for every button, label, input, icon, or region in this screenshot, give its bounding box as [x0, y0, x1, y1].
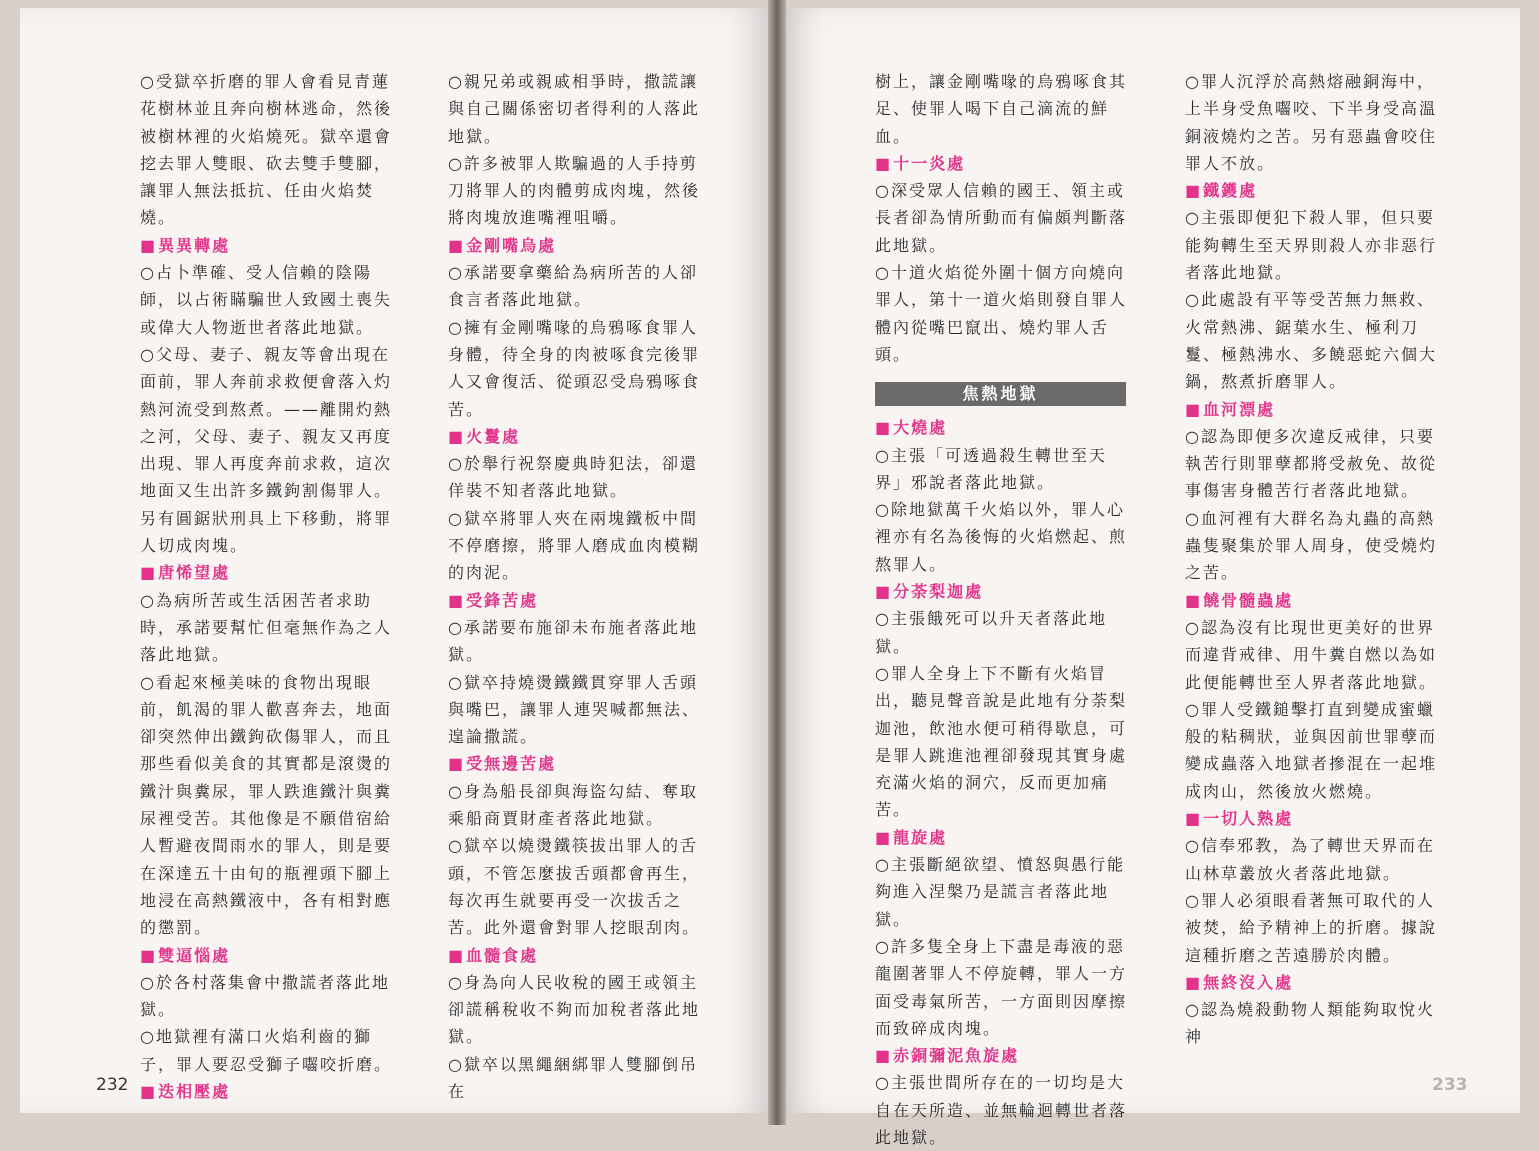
- hell-subsection-heading: ■ 異異轉處: [140, 232, 392, 259]
- body-paragraph: ○主張世間所存在的一切均是大自在天所造、並無輪迴轉世者落此地獄。: [875, 1073, 1128, 1147]
- body-paragraph: ○主張斷絕欲望、憤怒與愚行能夠進入涅槃乃是謊言者落此地獄。: [875, 855, 1125, 929]
- hell-subsection-heading: ■ 唐悕望處: [140, 559, 392, 586]
- body-paragraph: ○為病所苦或生活困苦者求助時，承諾要幫忙但毫無作為之人落此地獄。: [140, 590, 393, 665]
- hell-subsection-heading: ■ 分荼梨迦處: [875, 578, 1130, 605]
- body-paragraph: ○地獄裡有滿口火焰利齒的獅子，罪人要忍受獅子囓咬折磨。: [140, 1027, 393, 1074]
- body-paragraph: ○主張即便犯下殺人罪，但只要能夠轉生至天界則殺人亦非惡行者落此地獄。: [1185, 208, 1438, 283]
- body-paragraph: ○身為船長卻與海盜勾結、奪取乘船商賈財產者落此地獄。: [448, 781, 698, 829]
- column-3: [875, 68, 1130, 1151]
- body-paragraph: ○罪人全身上下不斷有火焰冒出，聽見聲音說是此地有分荼梨迦池，飲池水便可稍得歇息，可是罪人跳進池裡卻發現其實身處充滿火焰的洞穴，反而更加痛苦。: [875, 663, 1128, 820]
- body-paragraph: ○獄卒以黑繩綑綁罪人雙腳倒吊在: [448, 1054, 698, 1101]
- body-paragraph: ○擁有金剛嘴喙的烏鴉啄食罪人身體，待全身的肉被啄食完後罪人又會復活、從頭忍受烏鴉啄食苦。: [448, 317, 701, 419]
- body-paragraph: ○受獄卒折磨的罪人會看見青蓮花樹林並且奔向樹林逃命，然後被樹林裡的火焰燒死。獄卒還會挖去罪人雙眼、砍去雙手雙腳，讓罪人無法抵抗、任由火焰焚燒。: [140, 72, 393, 228]
- body-paragraph: ○十道火焰從外圍十個方向燒向罪人，第十一道火焰則發自罪人體內從嘴巴竄出、燒灼罪人舌頭。: [875, 263, 1128, 364]
- body-paragraph: ○主張「可透過殺生轉世至天界」邪說者落此地獄。: [875, 445, 1107, 492]
- hell-subsection-heading: ■ 火鬘處: [448, 423, 703, 450]
- body-paragraph: ○許多被罪人欺騙過的人手持剪刀將罪人的肉體剪成肉塊，然後將肉塊放進嘴裡咀嚼。: [448, 153, 701, 228]
- body-paragraph: ○深受眾人信賴的國王、領主或長者卻為情所動而有偏頗判斷落此地獄。: [875, 181, 1128, 255]
- hell-subsection-heading: ■ 饒骨髓蟲處: [1185, 587, 1440, 614]
- hell-subsection-heading: ■ 十一炎處: [875, 150, 1130, 177]
- hell-subsection-heading: ■ 雙逼惱處: [140, 942, 392, 969]
- hell-subsection-heading: ■ 血髓食處: [448, 942, 703, 969]
- body-paragraph: ○承諾要布施卻未布施者落此地獄。: [448, 617, 698, 665]
- body-paragraph: ○獄卒持燒燙鐵鐵貫穿罪人舌頭與嘴巴，讓罪人連哭喊都無法、遑論撒謊。: [448, 672, 701, 747]
- page-number-left: 232: [96, 1075, 129, 1095]
- body-paragraph: 樹上，讓金剛嘴喙的烏鴉啄食其足、使罪人喝下自己滴流的鮮血。: [875, 72, 1128, 146]
- body-paragraph: ○親兄弟或親戚相爭時，撒謊讓與自己關係密切者得利的人落此地獄。: [448, 72, 701, 146]
- body-paragraph: ○主張餓死可以升天者落此地獄。: [875, 609, 1107, 656]
- body-paragraph: ○此處設有平等受苦無力無救、火常熱沸、鋸葉水生、極利刀鬘、極熱沸水、多饒惡蛇六個大鍋，熬煮折磨罪人。: [1185, 290, 1438, 392]
- page-number-right: 233: [1432, 1075, 1468, 1095]
- hell-subsection-heading: ■ 鐵鑊處: [1185, 177, 1440, 204]
- body-paragraph: ○獄卒將罪人夾在兩塊鐵板中間不停磨擦，將罪人磨成血肉模糊的肉泥。: [448, 508, 701, 583]
- body-paragraph: ○看起來極美味的食物出現眼前，飢渴的罪人歡喜奔去，地面卻突然伸出鐵鉤砍傷罪人，而且那些看似美食的其實都是滾燙的鐵汁與糞尿，罪人跌進鐵汁與糞尿裡受苦。其他像是不願借宿給人暫避夜間雨水的罪人，則是要在深達五十由旬的瓶裡頭下腳上地浸在高熱鐵液中，各有相對應的懲罰。: [140, 672, 393, 938]
- body-paragraph: ○罪人沉浮於高熱熔融銅海中，上半身受魚囓咬、下半身受高溫銅液燒灼之苦。另有惡蟲會咬住罪人不放。: [1185, 72, 1438, 173]
- hell-subsection-heading: ■ 受無邊苦處: [448, 750, 703, 777]
- body-paragraph: ○身為向人民收稅的國王或領主卻謊稱稅收不夠而加稅者落此地獄。: [448, 972, 701, 1047]
- body-paragraph: ○於舉行祝祭慶典時犯法，卻還佯裝不知者落此地獄。: [448, 454, 698, 501]
- body-paragraph: ○除地獄萬千火焰以外，罪人心裡亦有名為後悔的火焰燃起、煎熬罪人。: [875, 500, 1128, 574]
- body-paragraph: ○於各村落集會中撒謊者落此地獄。: [140, 972, 390, 1020]
- body-paragraph: ○承諾要拿藥給為病所苦的人卻食言者落此地獄。: [448, 263, 698, 310]
- column-4: [1185, 68, 1440, 1051]
- body-paragraph: ○認為沒有比現世更美好的世界而違背戒律、用牛糞自燃以為如此便能轉世至人界者落此地獄。: [1185, 617, 1438, 692]
- body-paragraph: ○血河裡有大群名為丸蟲的高熱蟲隻聚集於罪人周身，使受燒灼之苦。: [1185, 508, 1438, 583]
- body-paragraph: ○許多隻全身上下盡是毒液的惡龍圍著罪人不停旋轉，罪人一方面受毒氣所苦，一方面則因摩擦而致碎成肉塊。: [875, 936, 1128, 1038]
- hell-subsection-heading: ■ 大燒處: [875, 414, 1130, 441]
- hell-subsection-heading: ■ 赤銅彌泥魚旋處: [875, 1042, 1130, 1069]
- hell-subsection-heading: ■ 一切人熟處: [1185, 805, 1440, 832]
- body-paragraph: ○占卜準確、受人信賴的陰陽師，以占術瞞騙世人致國土喪失或偉大人物逝世者落此地獄。: [140, 263, 393, 337]
- column-1: [140, 68, 392, 1105]
- body-paragraph: ○認為即便多次違反戒律，只要執苦行則罪孽都將受赦免、故從事傷害身體苦行者落此地獄。: [1185, 426, 1438, 501]
- hell-subsection-heading: ■ 金剛嘴烏處: [448, 232, 703, 259]
- hell-subsection-heading: ■ 無終沒入處: [1185, 969, 1440, 996]
- column-2: [448, 68, 703, 1105]
- book-gutter: [768, 0, 786, 1125]
- hell-subsection-heading: ■ 迭相壓處: [140, 1078, 392, 1105]
- body-paragraph: ○父母、妻子、親友等會出現在面前，罪人奔前求救便會落入灼熱河流受到熬煮。——離開灼熱之河，父母、妻子、親友又再度出現、罪人再度奔前求救，這次地面又生出許多鐵鉤割傷罪人。另有圓鋸狀刑具上下移動，將罪人切成肉塊。: [140, 344, 393, 556]
- body-paragraph: ○罪人受鐵鎚擊打直到變成蜜蠟般的粘稠狀，並與因前世罪孽而變成蟲落入地獄者摻混在一起堆成肉山，然後放火燃燒。: [1185, 699, 1438, 801]
- body-paragraph: ○獄卒以燒燙鐵筷拔出罪人的舌頭，不管怎麼拔舌頭都會再生，每次再生就要再受一次拔舌之苦。此外還會對罪人挖眼刮肉。: [448, 836, 701, 938]
- section-title: 焦熱地獄: [875, 382, 1126, 406]
- body-paragraph: ○認為燒殺動物人類能夠取悅火神: [1185, 1000, 1435, 1047]
- hell-subsection-heading: ■ 龍旋處: [875, 824, 1130, 851]
- hell-subsection-heading: ■ 血河漂處: [1185, 396, 1440, 423]
- body-paragraph: ○罪人必須眼看著無可取代的人被焚，給予精神上的折磨。據說這種折磨之苦遠勝於肉體。: [1185, 890, 1438, 965]
- body-paragraph: ○信奉邪教，為了轉世天界而在山林草叢放火者落此地獄。: [1185, 836, 1435, 883]
- hell-subsection-heading: ■ 受鋒苦處: [448, 587, 703, 614]
